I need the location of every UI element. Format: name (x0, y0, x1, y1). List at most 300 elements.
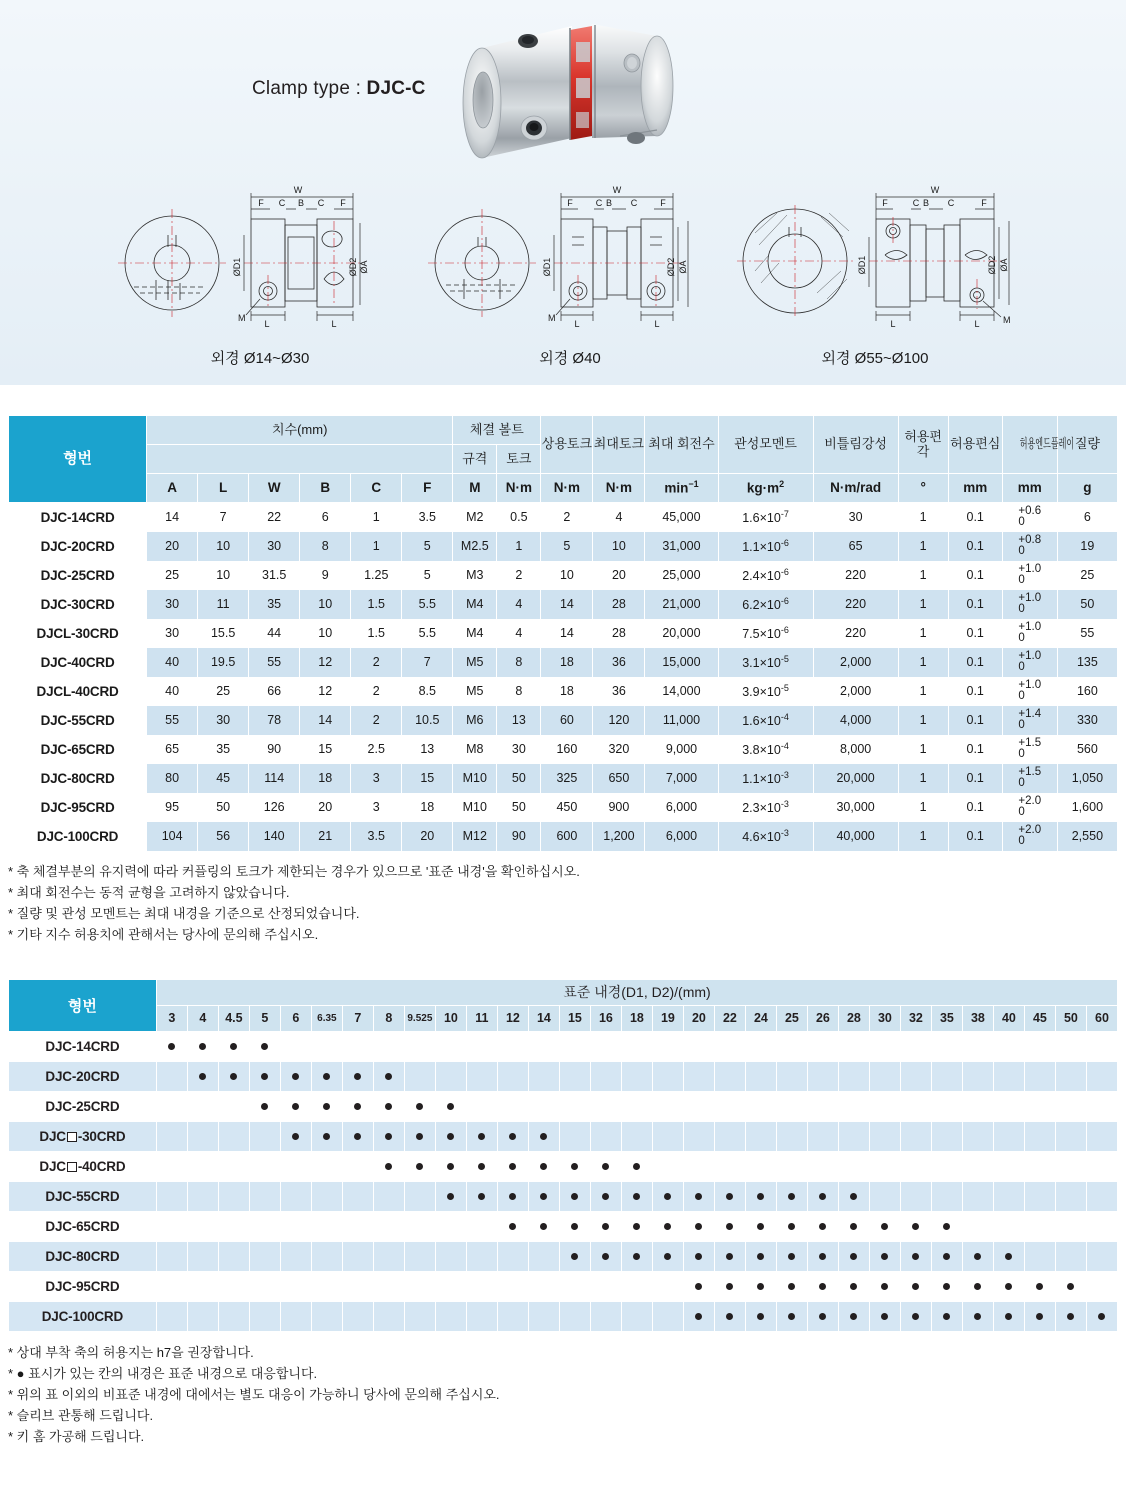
bore-available-cell (807, 1211, 838, 1241)
bore-group-header: 표준 내경(D1, D2)/(mm) (156, 979, 1117, 1005)
spec-cell-radial: 0.1 (948, 735, 1002, 764)
bore-available-cell (466, 1121, 497, 1151)
svg-text:W: W (293, 185, 303, 195)
bore-empty-cell (559, 1271, 590, 1301)
spec-cell-L: 19.5 (198, 648, 249, 677)
spec-row-model: DJC-25CRD (9, 561, 147, 590)
spec-cell-B: 12 (300, 648, 351, 677)
bore-empty-cell (404, 1301, 435, 1331)
bore-empty-cell (621, 1031, 652, 1061)
bore-row-model: DJC-80CRD (8, 1241, 156, 1271)
spec-cell-A: 20 (147, 532, 198, 561)
bore-empty-cell (373, 1031, 404, 1061)
bore-empty-cell (559, 1301, 590, 1331)
availability-dot (912, 1283, 919, 1290)
svg-text:L: L (890, 319, 896, 329)
bore-table-row (8, 1211, 1117, 1241)
bore-size-table (8, 979, 1118, 1332)
spec-cell-inertia: $2.4\times 10^{-6}$ (718, 561, 813, 590)
svg-text:B: B (922, 198, 930, 208)
spec-cell-B: 15 (300, 735, 351, 764)
bore-empty-cell (1024, 1241, 1055, 1271)
bore-empty-cell (838, 1121, 869, 1151)
bore-size-header: 19 (652, 1005, 683, 1031)
spec-cell-radial: 0.1 (948, 764, 1002, 793)
bore-available-cell (590, 1181, 621, 1211)
bore-empty-cell (156, 1301, 187, 1331)
bore-empty-cell (156, 1181, 187, 1211)
spec-unit-A: A (147, 474, 198, 503)
bore-empty-cell (931, 1091, 962, 1121)
spec-cell-max_rpm: 14,000 (645, 677, 718, 706)
bore-available-cell (993, 1271, 1024, 1301)
spec-cell-endplay: +1.0 0 (1002, 619, 1057, 648)
bore-empty-cell (342, 1241, 373, 1271)
bore-row-model: DJC -30CRD (8, 1121, 156, 1151)
bore-available-cell (683, 1301, 714, 1331)
spec-cell-torsional: 40,000 (813, 822, 898, 851)
spec-cell-torsional: 2,000 (813, 648, 898, 677)
availability-dot (974, 1253, 981, 1260)
bore-available-cell (776, 1271, 807, 1301)
bore-available-cell (962, 1271, 993, 1301)
bore-empty-cell (807, 1151, 838, 1181)
availability-dot (819, 1193, 826, 1200)
bore-table-row (8, 1061, 1117, 1091)
bore-empty-cell (311, 1241, 342, 1271)
availability-dot (633, 1223, 640, 1230)
bore-row-model: DJC-100CRD (8, 1301, 156, 1331)
bore-empty-cell (156, 1211, 187, 1241)
bore-available-cell (404, 1091, 435, 1121)
svg-text:L: L (574, 319, 580, 329)
spec-cell-radial: 0.1 (948, 619, 1002, 648)
spec-cell-endplay: +0.6 0 (1002, 503, 1057, 532)
drawing-caption-1: 외경 Ø14~Ø30 (210, 350, 310, 367)
spec-cell-B: 18 (300, 764, 351, 793)
spec-unit-max-torque: N·m (593, 474, 645, 503)
bore-empty-cell (528, 1061, 559, 1091)
bore-size-header: 24 (745, 1005, 776, 1031)
bore-empty-cell (342, 1271, 373, 1301)
bore-available-cell (652, 1211, 683, 1241)
bore-empty-cell (621, 1301, 652, 1331)
bore-table-row (8, 1301, 1117, 1331)
bore-available-cell (559, 1211, 590, 1241)
bore-available-cell (900, 1301, 931, 1331)
footnote-line: * 슬리브 관통해 드립니다. (8, 1407, 154, 1423)
svg-text:F: F (258, 198, 264, 208)
spec-cell-C: 3 (351, 764, 402, 793)
availability-dot (385, 1133, 392, 1140)
svg-text:ØD2: ØD2 (666, 257, 676, 277)
spec-cell-A: 14 (147, 503, 198, 532)
availability-dot (602, 1163, 609, 1170)
variant-placeholder-box (67, 1162, 77, 1172)
availability-dot (602, 1223, 609, 1230)
bore-empty-cell (962, 1211, 993, 1241)
spec-cell-W: 140 (249, 822, 300, 851)
bore-empty-cell (249, 1241, 280, 1271)
bore-empty-cell (280, 1151, 311, 1181)
spec-cell-bolt_torque: 0.5 (497, 503, 541, 532)
spec-cell-C: 2 (351, 706, 402, 735)
bore-empty-cell (1055, 1211, 1086, 1241)
spec-table-row (9, 648, 1118, 677)
availability-dot (912, 1223, 919, 1230)
availability-dot (292, 1133, 299, 1140)
spec-cell-max_torque: 120 (593, 706, 645, 735)
bore-size-header: 40 (993, 1005, 1024, 1031)
availability-dot (943, 1283, 950, 1290)
bore-empty-cell (404, 1271, 435, 1301)
spec-cell-M: M2 (453, 503, 497, 532)
spec-cell-radial: 0.1 (948, 532, 1002, 561)
bore-empty-cell (714, 1031, 745, 1061)
bore-available-cell (590, 1211, 621, 1241)
spec-cell-A: 55 (147, 706, 198, 735)
bore-empty-cell (342, 1181, 373, 1211)
svg-text:M: M (1003, 315, 1011, 325)
spec-cell-L: 35 (198, 735, 249, 764)
bore-empty-cell (528, 1241, 559, 1271)
bore-available-cell (218, 1031, 249, 1061)
bore-empty-cell (869, 1091, 900, 1121)
bore-empty-cell (714, 1091, 745, 1121)
bore-available-cell (156, 1031, 187, 1061)
spec-cell-L: 10 (198, 532, 249, 561)
bore-empty-cell (528, 1031, 559, 1061)
svg-text:L: L (331, 319, 337, 329)
bore-empty-cell (559, 1091, 590, 1121)
spec-cell-rated_torque: 5 (541, 532, 593, 561)
availability-dot (1067, 1283, 1074, 1290)
bore-available-cell (342, 1061, 373, 1091)
spec-cell-mass: 1,600 (1057, 793, 1117, 822)
product-type-label (252, 78, 426, 100)
availability-dot (1067, 1313, 1074, 1320)
spec-cell-C: 1.25 (351, 561, 402, 590)
bore-empty-cell (497, 1091, 528, 1121)
bore-empty-cell (311, 1271, 342, 1301)
bore-empty-cell (1055, 1181, 1086, 1211)
availability-dot (478, 1133, 485, 1140)
bore-size-header: 28 (838, 1005, 869, 1031)
bore-available-cell (776, 1301, 807, 1331)
bore-available-cell (931, 1211, 962, 1241)
bore-available-cell (342, 1121, 373, 1151)
spec-cell-C: 1.5 (351, 619, 402, 648)
bore-table-row (8, 1151, 1117, 1181)
spec-cell-radial: 0.1 (948, 822, 1002, 851)
svg-text:L: L (974, 319, 980, 329)
spec-cell-C: 1 (351, 532, 402, 561)
spec-table-row (9, 735, 1118, 764)
bore-empty-cell (869, 1151, 900, 1181)
spec-cell-endplay: +2.0 0 (1002, 822, 1057, 851)
bore-available-cell (776, 1241, 807, 1271)
bore-empty-cell (962, 1151, 993, 1181)
bore-available-cell (683, 1211, 714, 1241)
svg-text:L: L (654, 319, 660, 329)
spec-cell-mass: 50 (1057, 590, 1117, 619)
spec-cell-W: 114 (249, 764, 300, 793)
spec-cell-mass: 6 (1057, 503, 1117, 532)
availability-dot (726, 1193, 733, 1200)
spec-cell-angular: 1 (898, 619, 948, 648)
spec-cell-inertia: $2.3\times 10^{-3}$ (718, 793, 813, 822)
bore-empty-cell (621, 1091, 652, 1121)
bore-available-cell (869, 1271, 900, 1301)
bore-available-cell (280, 1061, 311, 1091)
spec-cell-angular: 1 (898, 706, 948, 735)
bore-empty-cell (218, 1091, 249, 1121)
bore-empty-cell (900, 1181, 931, 1211)
availability-dot (540, 1163, 547, 1170)
bore-available-cell (559, 1151, 590, 1181)
bore-empty-cell (497, 1301, 528, 1331)
bore-available-cell (1024, 1301, 1055, 1331)
availability-dot (447, 1193, 454, 1200)
bore-available-cell (373, 1091, 404, 1121)
svg-text:M: M (238, 313, 246, 323)
product-model-name: DJC-C (366, 78, 426, 99)
bore-available-cell (931, 1301, 962, 1331)
availability-dot (726, 1253, 733, 1260)
availability-dot (323, 1133, 330, 1140)
svg-text:ØD1: ØD1 (542, 257, 552, 277)
availability-dot (881, 1223, 888, 1230)
spec-cell-torsional: 2,000 (813, 677, 898, 706)
availability-dot (850, 1283, 857, 1290)
bore-empty-cell (249, 1181, 280, 1211)
bore-empty-cell (559, 1121, 590, 1151)
spec-cell-mass: 560 (1057, 735, 1117, 764)
bore-empty-cell (683, 1061, 714, 1091)
svg-text:ØD2: ØD2 (348, 257, 358, 277)
bore-empty-cell (249, 1121, 280, 1151)
spec-cell-torsional: 30 (813, 503, 898, 532)
bore-empty-cell (311, 1181, 342, 1211)
bore-size-header: 9.525 (404, 1005, 435, 1031)
bore-empty-cell (714, 1061, 745, 1091)
spec-cell-max_torque: 650 (593, 764, 645, 793)
availability-dot (199, 1043, 206, 1050)
svg-text:W: W (612, 185, 622, 195)
availability-dot (850, 1223, 857, 1230)
availability-dot (385, 1163, 392, 1170)
availability-dot (1005, 1313, 1012, 1320)
bore-available-cell (621, 1181, 652, 1211)
spec-cell-C: 3 (351, 793, 402, 822)
bore-empty-cell (776, 1061, 807, 1091)
spec-cell-max_rpm: 45,000 (645, 503, 718, 532)
spec-cell-bolt_torque: 4 (497, 590, 541, 619)
spec-cell-L: 30 (198, 706, 249, 735)
svg-text:B: B (605, 198, 613, 208)
bore-empty-cell (187, 1241, 218, 1271)
bore-size-header-row (8, 1005, 1117, 1031)
bore-row-model: DJC -40CRD (8, 1151, 156, 1181)
bore-empty-cell (962, 1181, 993, 1211)
bore-available-cell (900, 1211, 931, 1241)
drawing-group-2 (420, 175, 720, 367)
bore-available-cell (745, 1211, 776, 1241)
availability-dot (168, 1043, 175, 1050)
availability-dot (664, 1223, 671, 1230)
spec-cell-inertia: $1.6\times 10^{-4}$ (718, 706, 813, 735)
spec-row-model: DJC-95CRD (9, 793, 147, 822)
bore-available-cell (714, 1211, 745, 1241)
spec-cell-A: 80 (147, 764, 198, 793)
bore-empty-cell (404, 1061, 435, 1091)
bore-empty-cell (1086, 1241, 1117, 1271)
spec-cell-L: 45 (198, 764, 249, 793)
bore-table-row (8, 1031, 1117, 1061)
availability-dot (1005, 1283, 1012, 1290)
availability-dot (540, 1223, 547, 1230)
spec-cell-inertia: $1.6\times 10^{-7}$ (718, 503, 813, 532)
bore-available-cell (342, 1091, 373, 1121)
bore-empty-cell (931, 1121, 962, 1151)
availability-dot (1036, 1283, 1043, 1290)
spec-cell-B: 21 (300, 822, 351, 851)
bore-empty-cell (900, 1091, 931, 1121)
bore-available-cell (962, 1241, 993, 1271)
bore-empty-cell (1086, 1061, 1117, 1091)
bore-empty-cell (218, 1301, 249, 1331)
bore-size-header: 50 (1055, 1005, 1086, 1031)
bore-available-cell (714, 1181, 745, 1211)
bore-empty-cell (466, 1241, 497, 1271)
bore-empty-cell (776, 1121, 807, 1151)
spec-cell-rated_torque: 14 (541, 590, 593, 619)
spec-cell-bolt_torque: 50 (497, 793, 541, 822)
spec-cell-torsional: 30,000 (813, 793, 898, 822)
bore-available-cell (187, 1031, 218, 1061)
bore-empty-cell (683, 1151, 714, 1181)
bore-empty-cell (590, 1031, 621, 1061)
spec-cell-B: 12 (300, 677, 351, 706)
bore-empty-cell (497, 1271, 528, 1301)
bore-empty-cell (993, 1061, 1024, 1091)
bore-empty-cell (993, 1091, 1024, 1121)
svg-text:C: C (947, 198, 955, 208)
spec-cell-M: M4 (453, 619, 497, 648)
spec-cell-W: 44 (249, 619, 300, 648)
spec-cell-rated_torque: 600 (541, 822, 593, 851)
spec-cell-angular: 1 (898, 793, 948, 822)
spec-cell-endplay: +1.5 0 (1002, 735, 1057, 764)
availability-dot (323, 1073, 330, 1080)
bore-available-cell (807, 1301, 838, 1331)
spec-cell-mass: 135 (1057, 648, 1117, 677)
spec-cell-B: 6 (300, 503, 351, 532)
bore-empty-cell (373, 1241, 404, 1271)
bore-size-header: 38 (962, 1005, 993, 1031)
bore-empty-cell (373, 1181, 404, 1211)
availability-dot (850, 1313, 857, 1320)
availability-dot (199, 1073, 206, 1080)
spec-cell-inertia: $3.8\times 10^{-4}$ (718, 735, 813, 764)
bore-empty-cell (342, 1301, 373, 1331)
spec-cell-rated_torque: 160 (541, 735, 593, 764)
spec-cell-rated_torque: 2 (541, 503, 593, 532)
bore-row-model: DJC-20CRD (8, 1061, 156, 1091)
bore-available-cell (404, 1151, 435, 1181)
availability-dot (726, 1313, 733, 1320)
bore-table-body (8, 1031, 1117, 1331)
spec-cell-mass: 2,550 (1057, 822, 1117, 851)
bore-table-row (8, 1271, 1117, 1301)
bore-available-cell (404, 1121, 435, 1151)
bore-empty-cell (528, 1271, 559, 1301)
bore-empty-cell (466, 1301, 497, 1331)
spec-table-head (9, 416, 1118, 503)
bore-empty-cell (1086, 1091, 1117, 1121)
bore-available-cell (838, 1181, 869, 1211)
spec-cell-F: 7 (402, 648, 453, 677)
spec-cell-torsional: 220 (813, 619, 898, 648)
spec-cell-radial: 0.1 (948, 503, 1002, 532)
bore-available-cell (559, 1181, 590, 1211)
bore-empty-cell (156, 1061, 187, 1091)
spec-cell-A: 25 (147, 561, 198, 590)
bore-empty-cell (342, 1031, 373, 1061)
bore-available-cell (714, 1241, 745, 1271)
availability-dot (757, 1193, 764, 1200)
bore-available-cell (652, 1181, 683, 1211)
availability-dot (323, 1103, 330, 1110)
bore-available-cell (373, 1121, 404, 1151)
spec-cell-B: 10 (300, 619, 351, 648)
bore-empty-cell (807, 1121, 838, 1151)
spec-unit-inertia: $kg\cdot m^2$ (718, 474, 813, 503)
spec-cell-angular: 1 (898, 590, 948, 619)
bore-empty-cell (156, 1121, 187, 1151)
svg-text:W: W (930, 185, 940, 195)
bore-empty-cell (249, 1301, 280, 1331)
bore-available-cell (745, 1181, 776, 1211)
bore-empty-cell (931, 1031, 962, 1061)
bore-size-header: 45 (1024, 1005, 1055, 1031)
bore-row-model: DJC-95CRD (8, 1271, 156, 1301)
bore-table-row (8, 1181, 1117, 1211)
availability-dot (540, 1133, 547, 1140)
bore-empty-cell (962, 1061, 993, 1091)
availability-dot (788, 1283, 795, 1290)
bore-available-cell (621, 1241, 652, 1271)
bore-empty-cell (435, 1061, 466, 1091)
spec-cell-rated_torque: 18 (541, 648, 593, 677)
spec-cell-rated_torque: 325 (541, 764, 593, 793)
spec-cell-endplay: +0.8 0 (1002, 532, 1057, 561)
bore-size-header: 22 (714, 1005, 745, 1031)
spec-cell-C: 2 (351, 648, 402, 677)
spec-unit-angular: ° (898, 474, 948, 503)
availability-dot (881, 1253, 888, 1260)
spec-unit-endplay: mm (1002, 474, 1057, 503)
drawing-caption-3: 외경 Ø55~Ø100 (821, 350, 929, 367)
spec-unit-C: C (351, 474, 402, 503)
bore-table-row (8, 1241, 1117, 1271)
bore-empty-cell (497, 1241, 528, 1271)
spec-row-model: DJCL-40CRD (9, 677, 147, 706)
bore-empty-cell (993, 1181, 1024, 1211)
product-type-prefix: Clamp type : (252, 78, 367, 99)
bore-available-cell (838, 1211, 869, 1241)
spec-unit-bolt-torque: N·m (497, 474, 541, 503)
